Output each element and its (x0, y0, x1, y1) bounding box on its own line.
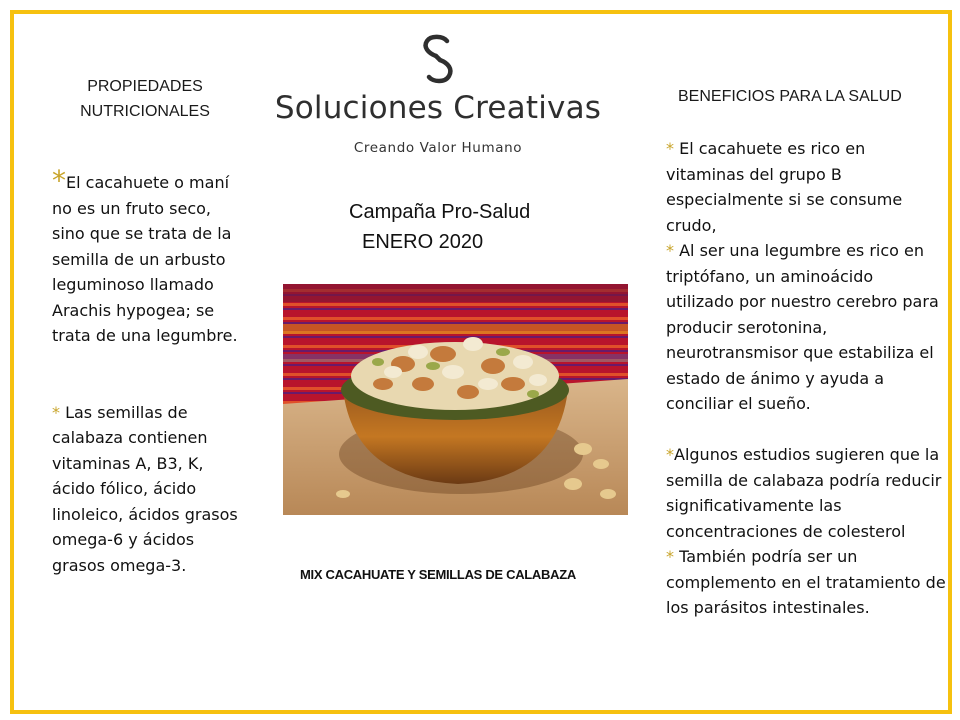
right-paragraph-2 (666, 238, 946, 417)
left-paragraph-2 (52, 400, 242, 579)
bullet-star: * (666, 139, 674, 158)
bullet-star: * (666, 547, 674, 566)
nut-bowl-image (283, 284, 628, 515)
left-title-line1: PROPIEDADES (87, 78, 203, 95)
left-paragraph-2-text: Las semillas de calabaza contienen vitaminas A, B3, K, ácido fólico, ácido linoleico, ácidos grasos omega-6 y ácidos grasos omega-3. (52, 402, 238, 575)
left-paragraph-1-text: El cacahuete o maní no es un fruto seco, sino que se trata de la semilla de un arbusto leguminoso llamado Arachis hypogea; se trata de una legumbre. (52, 173, 238, 345)
campaign-date: ENERO 2020 (362, 231, 484, 253)
bullet-star: * (666, 445, 674, 464)
bullet-star: * (52, 402, 60, 422)
s-logo-icon (421, 34, 455, 84)
brand-logo (268, 34, 608, 156)
right-paragraph-3 (666, 442, 946, 544)
right-paragraph-1-text: El cacahuete es rico en vitaminas del grupo B especialmente si se consume crudo, (666, 139, 903, 235)
health-benefits (666, 136, 946, 621)
right-paragraph-3-text: Algunos estudios sugieren que la semilla de calabaza podría reducir significativamente las concentraciones de colesterol (666, 445, 942, 541)
left-section-title (60, 74, 230, 124)
nut-mix-photo (283, 284, 628, 515)
right-paragraph-4 (666, 544, 946, 621)
campaign-heading (349, 197, 530, 257)
bullet-star: * (52, 164, 66, 197)
right-paragraph-4-text: También podría ser un complemento en el tratamiento de los parásitos intestinales. (666, 547, 946, 617)
right-paragraph-2-text: Al ser una legumbre es rico en triptófano, un aminoácido utilizado por nuestro cerebro para producir serotonina, neurotransmisor que estabiliza el estado de ánimo y ayuda a conciliar el sueño. (666, 241, 939, 413)
campaign-title: Campaña Pro-Salud (349, 201, 531, 223)
nutritional-properties (52, 164, 242, 578)
left-paragraph-1 (52, 164, 242, 349)
brand-name: Soluciones Creativas (274, 90, 602, 126)
brand-tagline: Creando Valor Humano (353, 140, 523, 156)
bullet-star: * (666, 241, 674, 260)
right-section-title: BENEFICIOS PARA LA SALUD (678, 88, 902, 105)
left-title-line2: NUTRICIONALES (80, 103, 210, 120)
photo-caption: MIX CACAHUATE Y SEMILLAS DE CALABAZA (300, 567, 576, 582)
right-paragraph-1 (666, 136, 946, 238)
